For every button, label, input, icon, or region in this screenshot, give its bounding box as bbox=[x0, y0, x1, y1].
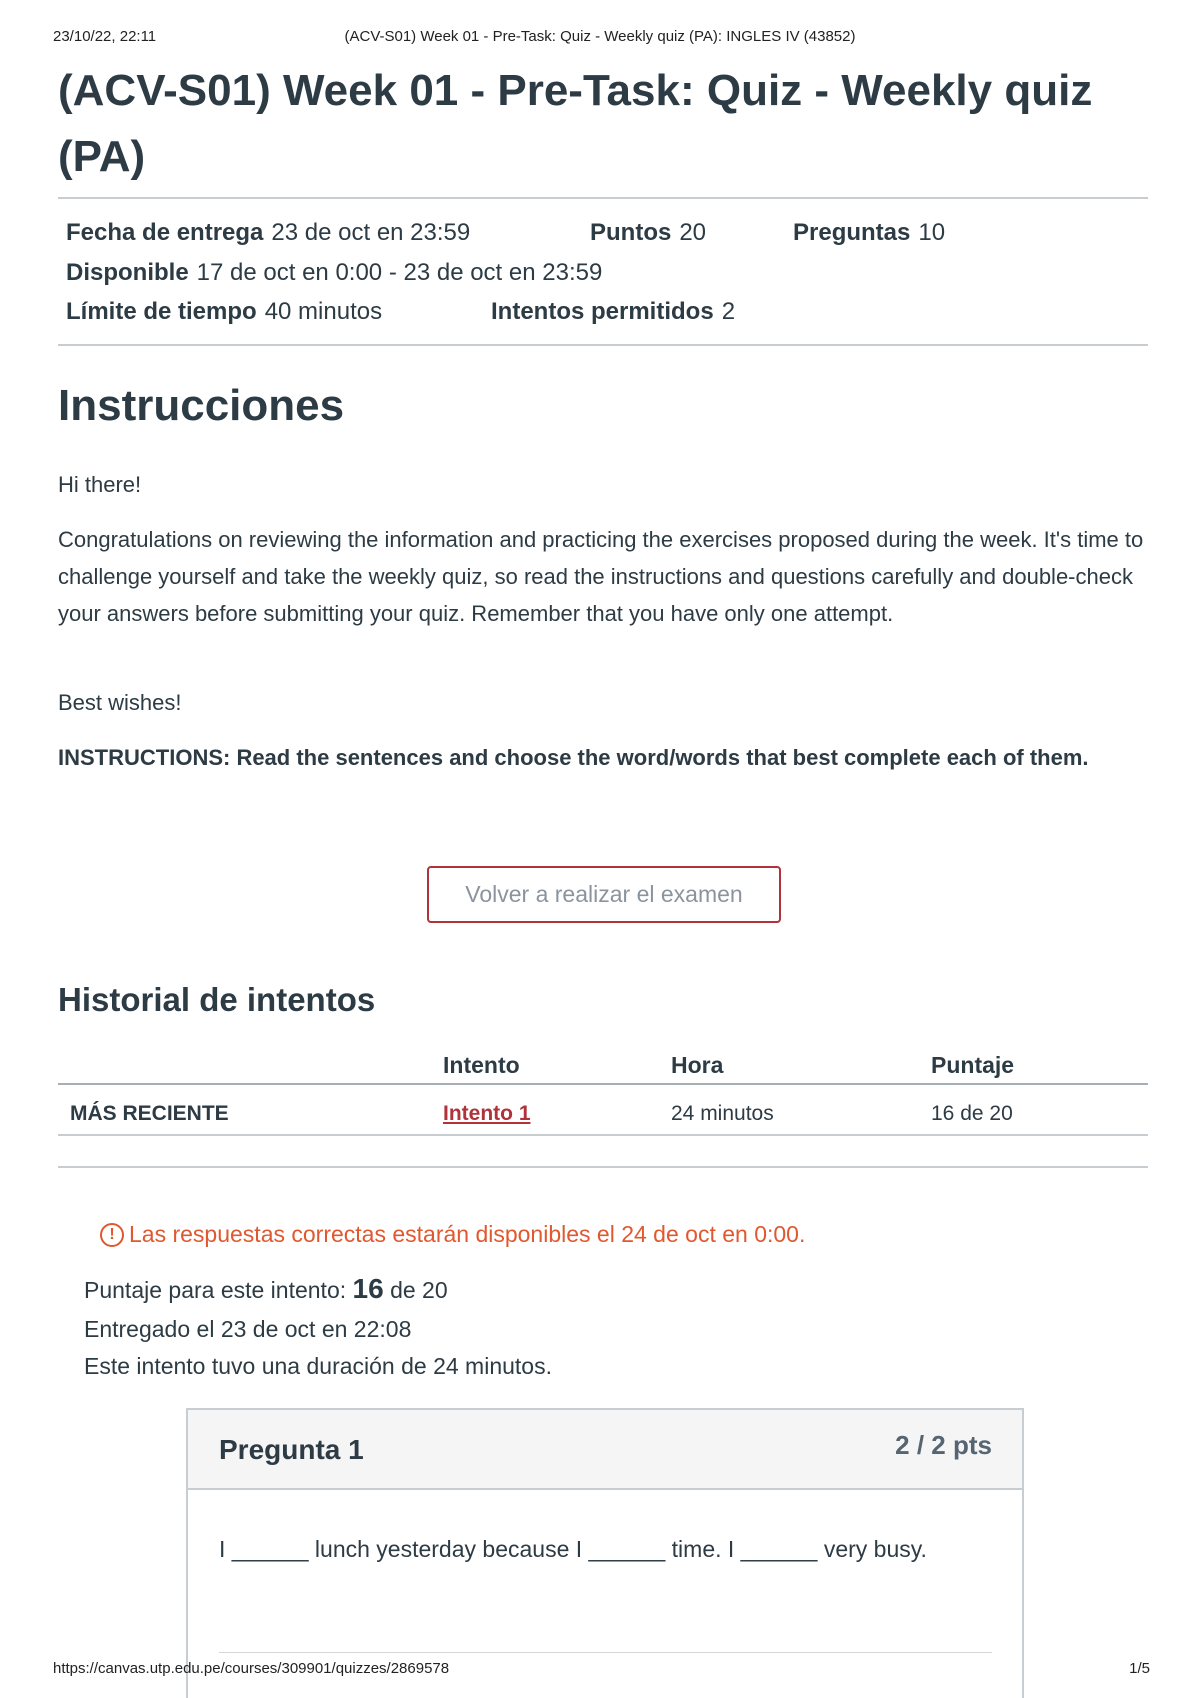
divider bbox=[58, 344, 1148, 346]
attempt-1-link[interactable]: Intento 1 bbox=[443, 1102, 531, 1125]
question-points: 2 / 2 pts bbox=[895, 1430, 992, 1460]
print-url: https://canvas.utp.edu.pe/courses/309901/quizzes/2869578 bbox=[53, 1660, 450, 1677]
notice-text: Las respuestas correctas estarán disponibles el 24 de oct en 0:00. bbox=[129, 1221, 806, 1247]
exclamation-icon: ! bbox=[100, 1223, 124, 1247]
points-value: 20 bbox=[679, 219, 707, 246]
history-column-score: Puntaje bbox=[931, 1052, 1015, 1078]
instructions-greeting: Hi there! bbox=[58, 472, 142, 497]
instructions-body: Congratulations on reviewing the information and practicing the exercises proposed during the week. It's time to challenge yourself and take the weekly quiz, so read the instructions and questions carefully and double-check your answers before submitting your quiz. Remember that you have only one attempt. bbox=[58, 527, 1144, 626]
question-header bbox=[188, 1410, 1022, 1490]
questions-detail bbox=[793, 219, 945, 247]
points-label: Puntos bbox=[590, 219, 672, 246]
available-value: 17 de oct en 0:00 - 23 de oct en 23:59 bbox=[196, 259, 603, 286]
attempts-allowed-detail bbox=[491, 298, 735, 326]
questions-value: 10 bbox=[918, 219, 946, 246]
attempt-duration: Este intento tuvo una duración de 24 minutos. bbox=[84, 1353, 552, 1379]
due-date-detail bbox=[66, 219, 470, 247]
history-row-time: 24 minutos bbox=[671, 1102, 774, 1125]
question-divider bbox=[219, 1652, 992, 1653]
divider bbox=[58, 197, 1148, 199]
history-row-score: 16 de 20 bbox=[931, 1102, 1013, 1125]
history-row-rule bbox=[58, 1134, 1148, 1136]
score-value: 16 bbox=[352, 1273, 384, 1304]
attempts-allowed-value: 2 bbox=[721, 298, 736, 325]
history-column-time: Hora bbox=[671, 1052, 724, 1078]
print-header bbox=[0, 28, 1200, 48]
due-date-label: Fecha de entrega bbox=[66, 219, 264, 246]
retake-quiz-button[interactable]: Volver a realizar el examen bbox=[427, 866, 781, 923]
attempt-score bbox=[84, 1273, 448, 1305]
attempts-allowed-label: Intentos permitidos bbox=[491, 298, 714, 325]
print-date: 23/10/22, 22:11 bbox=[53, 28, 157, 45]
answers-availability-notice bbox=[100, 1221, 805, 1248]
time-limit-label: Límite de tiempo bbox=[66, 298, 257, 325]
history-row-label: MÁS RECIENTE bbox=[70, 1102, 229, 1125]
due-date-value: 23 de oct en 23:59 bbox=[271, 219, 471, 246]
time-limit-value: 40 minutos bbox=[264, 298, 383, 325]
time-limit-detail bbox=[66, 298, 382, 326]
history-header-rule bbox=[58, 1083, 1148, 1085]
history-column-attempt: Intento bbox=[443, 1052, 520, 1078]
attempt-submitted: Entregado el 23 de oct en 22:08 bbox=[84, 1316, 412, 1342]
instructions-closing: Best wishes! bbox=[58, 690, 182, 715]
points-detail bbox=[590, 219, 706, 247]
score-suffix: de 20 bbox=[390, 1277, 448, 1303]
instructions-bold-text: INSTRUCTIONS: Read the sentences and choose the word/words that best complete each of them. bbox=[58, 745, 1089, 770]
available-label: Disponible bbox=[66, 259, 189, 286]
divider bbox=[58, 1166, 1148, 1168]
print-page-number: 1/5 bbox=[1129, 1660, 1150, 1677]
question-card bbox=[186, 1408, 1024, 1698]
available-detail bbox=[66, 259, 602, 287]
print-document-title: (ACV-S01) Week 01 - Pre-Task: Quiz - Weekly quiz (PA): INGLES IV (43852) bbox=[344, 28, 856, 45]
question-text: I ______ lunch yesterday because I ______ time. I ______ very busy. bbox=[219, 1536, 927, 1562]
instructions-heading: Instrucciones bbox=[58, 381, 345, 430]
questions-label: Preguntas bbox=[793, 219, 911, 246]
page-title: (ACV-S01) Week 01 - Pre-Task: Quiz - Weekly quiz (PA) bbox=[58, 66, 1093, 181]
score-prefix: Puntaje para este intento: bbox=[84, 1277, 347, 1303]
question-title: Pregunta 1 bbox=[219, 1434, 364, 1465]
attempt-history-heading: Historial de intentos bbox=[58, 981, 376, 1018]
